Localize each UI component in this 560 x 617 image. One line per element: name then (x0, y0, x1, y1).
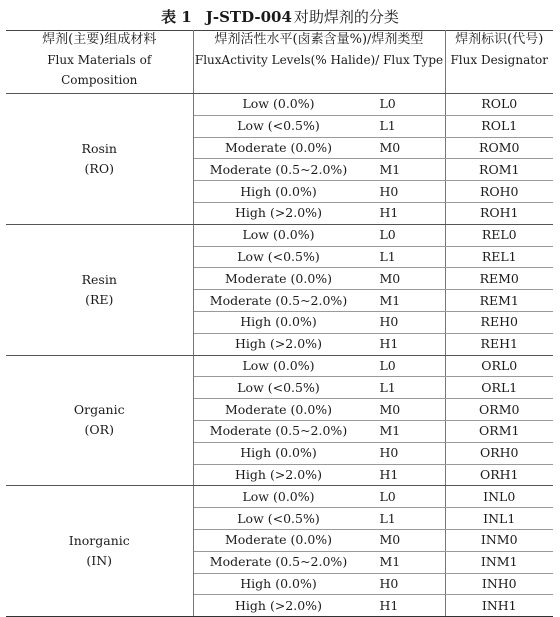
activity-cell (193, 529, 445, 551)
standard-name: J-STD-004 (205, 8, 292, 26)
table-row (6, 94, 553, 116)
activity-cell (193, 377, 445, 399)
flux-designator: INM0 (445, 529, 553, 551)
flux-type-code: M1 (379, 423, 401, 439)
activity-level: Low (0.0%) (242, 488, 315, 504)
composition-cell (6, 94, 193, 225)
composition-name: Resin (81, 271, 117, 287)
activity-cell (193, 551, 445, 573)
header-designator-zh: 焊剂标识(代号) (455, 32, 544, 47)
flux-type-code: L1 (379, 248, 396, 264)
activity-cell (193, 355, 445, 377)
flux-type-code: M0 (379, 139, 401, 155)
flux-designator: REH0 (445, 311, 553, 333)
activity-content (194, 378, 445, 398)
flux-designator: ROM0 (445, 137, 553, 159)
activity-level: Moderate (0.0%) (224, 401, 333, 417)
activity-content (194, 465, 445, 485)
activity-level: Low (0.0%) (242, 96, 315, 112)
table-title: 对助焊剂的分类 (293, 8, 399, 26)
table-number: 表 1 (161, 8, 192, 26)
activity-level: Low (<0.5%) (237, 379, 320, 395)
flux-type-code: H1 (379, 466, 399, 482)
table-row (6, 355, 553, 377)
flux-type-code: H1 (379, 205, 399, 221)
header-activity (193, 30, 445, 94)
flux-type-code: M0 (379, 401, 401, 417)
activity-cell (193, 115, 445, 137)
activity-level: High (0.0%) (240, 575, 317, 591)
activity-content (194, 421, 445, 441)
activity-content (194, 552, 445, 572)
flux-type-code: M0 (379, 532, 401, 548)
header-composition-zh: 焊剂(主要)组成材料 (42, 32, 157, 47)
flux-designator: ROL1 (445, 115, 553, 137)
activity-content (194, 225, 445, 245)
activity-level: Low (0.0%) (242, 227, 315, 243)
flux-type-code: M0 (379, 270, 401, 286)
activity-cell (193, 224, 445, 246)
header-row (6, 30, 553, 94)
composition-name: Rosin (81, 140, 117, 156)
flux-type-code: H0 (379, 445, 399, 461)
activity-level: High (>2.0%) (235, 597, 322, 613)
composition-abbr: (RO) (84, 160, 114, 176)
flux-designator: ORL0 (445, 355, 553, 377)
flux-designator: ORM0 (445, 399, 553, 421)
flux-designator: ROL0 (445, 94, 553, 116)
activity-cell (193, 573, 445, 595)
table-body (6, 94, 553, 617)
activity-content (194, 509, 445, 529)
activity-level: Moderate (0.5~2.0%) (209, 423, 348, 439)
flux-type-code: L1 (379, 118, 396, 134)
activity-cell (193, 399, 445, 421)
table-caption (0, 8, 560, 26)
activity-content (194, 334, 445, 354)
table-row (6, 486, 553, 508)
flux-designator: INM1 (445, 551, 553, 573)
activity-cell (193, 94, 445, 116)
activity-content (194, 312, 445, 332)
activity-content (194, 443, 445, 463)
flux-designator: REL1 (445, 246, 553, 268)
activity-cell (193, 442, 445, 464)
activity-content (194, 182, 445, 202)
activity-content (194, 530, 445, 550)
activity-cell (193, 181, 445, 203)
flux-designator: INL0 (445, 486, 553, 508)
activity-cell (193, 311, 445, 333)
activity-level: Low (<0.5%) (237, 248, 320, 264)
activity-level: High (>2.0%) (235, 466, 322, 482)
flux-type-code: M1 (379, 292, 401, 308)
flux-type-code: H0 (379, 183, 399, 199)
activity-level: Low (<0.5%) (237, 118, 320, 134)
flux-designator: INH1 (445, 595, 553, 617)
flux-type-code: M1 (379, 554, 401, 570)
activity-level: Moderate (0.5~2.0%) (209, 292, 348, 308)
activity-cell (193, 420, 445, 442)
flux-designator: REM1 (445, 290, 553, 312)
composition-abbr: (OR) (84, 422, 114, 438)
flux-type-code: L1 (379, 510, 396, 526)
composition-abbr: (IN) (86, 553, 113, 569)
flux-designator: INH0 (445, 573, 553, 595)
composition-abbr: (RE) (85, 291, 114, 307)
activity-content (194, 400, 445, 420)
flux-type-code: L1 (379, 379, 396, 395)
flux-type-code: H0 (379, 314, 399, 330)
activity-content (194, 574, 445, 594)
activity-content (194, 487, 445, 507)
flux-type-code: H0 (379, 575, 399, 591)
activity-level: High (0.0%) (240, 445, 317, 461)
activity-level: Low (0.0%) (242, 357, 315, 373)
activity-content (194, 247, 445, 267)
flux-type-code: H1 (379, 336, 399, 352)
activity-level: High (>2.0%) (235, 205, 322, 221)
activity-cell (193, 159, 445, 181)
flux-designator: REL0 (445, 224, 553, 246)
activity-content (194, 94, 445, 114)
activity-cell (193, 202, 445, 224)
flux-designator: ROH0 (445, 181, 553, 203)
activity-level: High (0.0%) (240, 183, 317, 199)
activity-cell (193, 486, 445, 508)
flux-type-code: L0 (379, 227, 396, 243)
activity-level: Moderate (0.5~2.0%) (209, 554, 348, 570)
activity-content (194, 596, 445, 616)
flux-designator: INL1 (445, 508, 553, 530)
composition-cell (6, 224, 193, 355)
activity-cell (193, 333, 445, 355)
flux-designator: ORL1 (445, 377, 553, 399)
composition-name: Organic (73, 402, 125, 418)
activity-content (194, 269, 445, 289)
activity-content (194, 116, 445, 136)
flux-designator: REH1 (445, 333, 553, 355)
activity-cell (193, 464, 445, 486)
activity-level: Low (<0.5%) (237, 510, 320, 526)
flux-designator: ROH1 (445, 202, 553, 224)
activity-level: High (0.0%) (240, 314, 317, 330)
composition-name: Inorganic (68, 533, 130, 549)
activity-cell (193, 137, 445, 159)
activity-cell (193, 508, 445, 530)
activity-content (194, 356, 445, 376)
table-row (6, 224, 553, 246)
header-activity-zh: 焊剂活性水平(卤素含量%)/焊剂类型 (214, 32, 424, 47)
flux-designator: REM0 (445, 268, 553, 290)
activity-cell (193, 290, 445, 312)
flux-type-code: L0 (379, 357, 396, 373)
header-composition-en-2: Composition (61, 73, 138, 87)
header-composition (6, 30, 193, 94)
flux-type-code: L0 (379, 96, 396, 112)
activity-cell (193, 246, 445, 268)
header-activity-en: FluxActivity Levels(% Halide)/ Flux Type (194, 53, 444, 67)
composition-cell (6, 355, 193, 486)
activity-cell (193, 595, 445, 617)
header-composition-en-1: Flux Materials of (47, 53, 152, 67)
flux-type-code: L0 (379, 488, 396, 504)
header-designator (445, 30, 553, 94)
activity-cell (193, 268, 445, 290)
composition-cell (6, 486, 193, 617)
header-designator-en: Flux Designator (450, 53, 549, 67)
activity-content (194, 203, 445, 223)
activity-level: Moderate (0.0%) (224, 270, 333, 286)
activity-level: Moderate (0.0%) (224, 532, 333, 548)
flux-designator: ORH1 (445, 464, 553, 486)
activity-level: Moderate (0.5~2.0%) (209, 161, 348, 177)
activity-level: Moderate (0.0%) (224, 139, 333, 155)
activity-content (194, 291, 445, 311)
flux-type-code: M1 (379, 161, 401, 177)
activity-content (194, 160, 445, 180)
flux-designator: ORH0 (445, 442, 553, 464)
flux-type-code: H1 (379, 597, 399, 613)
flux-designator: ORM1 (445, 420, 553, 442)
activity-content (194, 138, 445, 158)
activity-level: High (>2.0%) (235, 336, 322, 352)
flux-designator: ROM1 (445, 159, 553, 181)
flux-classification-table (6, 30, 553, 617)
